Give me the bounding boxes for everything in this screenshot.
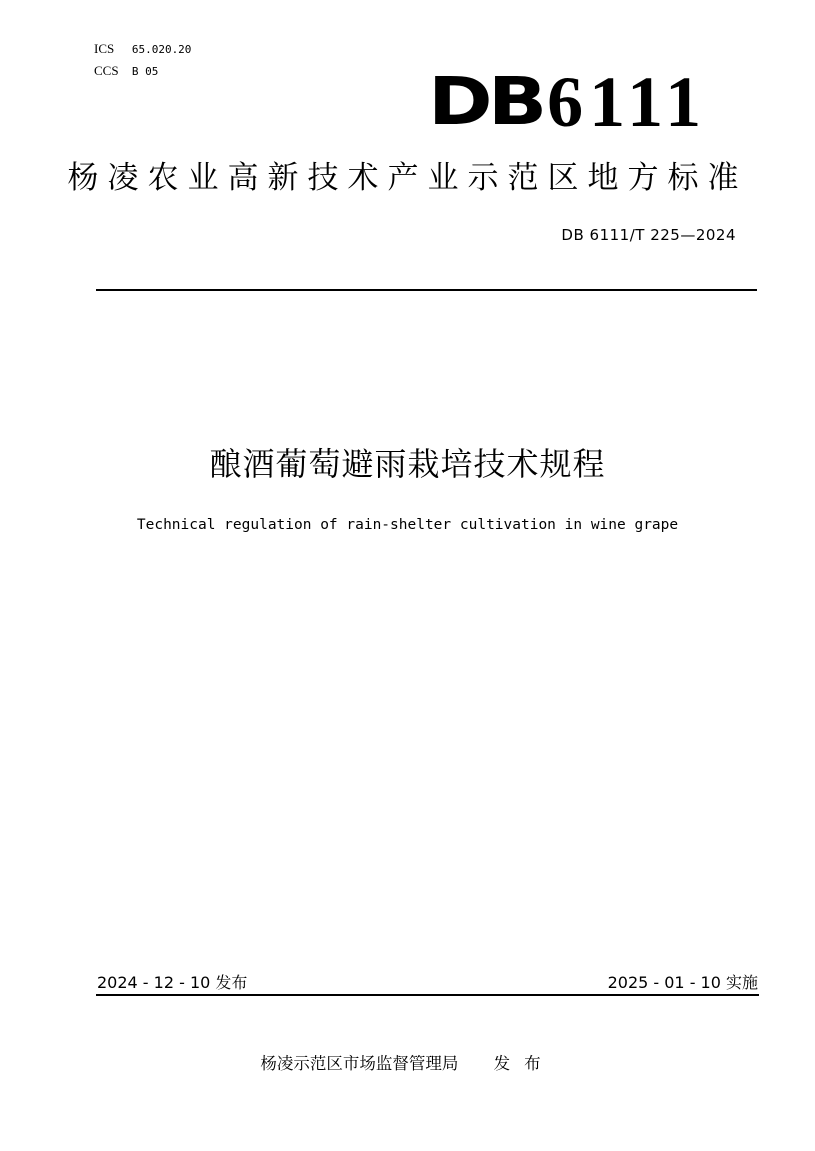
ics-line <box>94 38 191 60</box>
ics-value: 65.020.20 <box>131 43 192 56</box>
bottom-divider <box>96 994 759 996</box>
top-divider <box>96 289 757 291</box>
ccs-label: CCS <box>94 63 119 78</box>
issuer-action: 发布 <box>493 1054 555 1073</box>
ccs-line <box>94 60 191 82</box>
effective-date: 2025 - 01 - 10 实施 <box>607 973 758 992</box>
db-logo <box>428 62 708 142</box>
issuer-name: 杨凌示范区市场监督管理局 <box>260 1054 459 1073</box>
db-logo-number: 6111 <box>547 62 708 142</box>
classification-block <box>94 38 191 82</box>
document-subtitle: Technical regulation of rain-shelter cultivation in wine grape <box>136 517 679 533</box>
ics-label: ICS <box>94 41 115 56</box>
standard-title: 杨凌农业高新技术产业示范区地方标准 <box>67 160 748 196</box>
db-logo-letters: DB <box>428 63 543 140</box>
standard-code: DB 6111/T 225—2024 <box>561 226 736 244</box>
ccs-value: B 05 <box>131 65 159 78</box>
document-title: 酿酒葡萄避雨栽培技术规程 <box>209 445 606 483</box>
publish-date: 2024 - 12 - 10 发布 <box>97 973 248 992</box>
issuer-line <box>0 1052 815 1076</box>
